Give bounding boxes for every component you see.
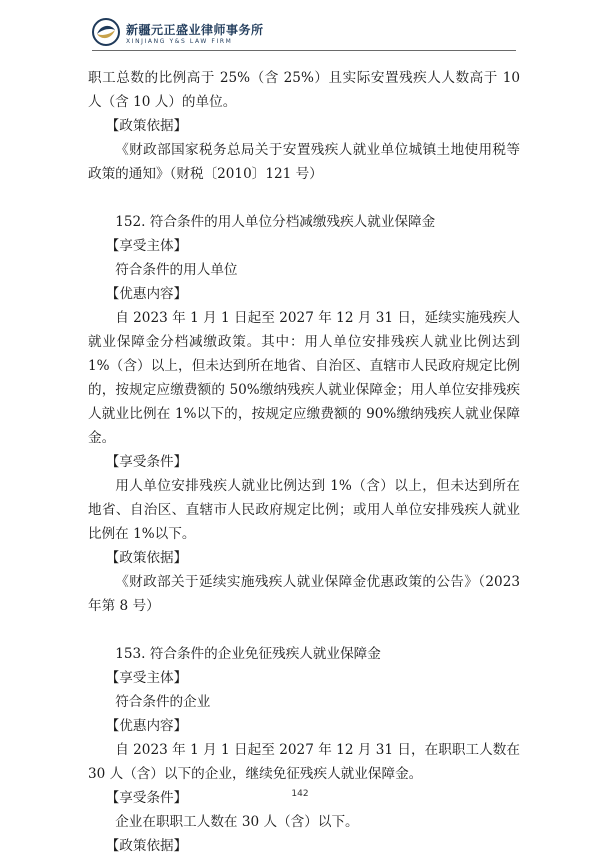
benefit-text: 自 2023 年 1 月 1 日起至 2027 年 12 月 31 日，在职职工人数在 30 人（含）以下的企业，继续免征残疾人就业保障金。 (88, 742, 520, 782)
section-label-policy-basis: 【政策依据】 (105, 118, 188, 134)
spacer (88, 618, 520, 642)
item-heading-153: 153. 符合条件的企业免征残疾人就业保障金 (115, 646, 381, 662)
paragraph-continuation: 职工总数的比例高于 25%（含 25%）且实际安置残疾人人数高于 10 人（含 10 人）的单位。 (88, 70, 520, 110)
item-heading-152: 152. 符合条件的用人单位分档减缴残疾人就业保障金 (115, 214, 436, 230)
page-header (92, 18, 512, 58)
section-label-beneficiary: 【享受主体】 (105, 670, 188, 686)
beneficiary-text: 符合条件的用人单位 (115, 262, 238, 278)
section-label-beneficiary: 【享受主体】 (105, 238, 188, 254)
section-label-policy-basis: 【政策依据】 (105, 550, 188, 566)
conditions-text: 用人单位安排残疾人就业比例达到 1%（含）以上，但未达到所在地省、自治区、直辖市人民政府规定比例；或用人单位安排残疾人就业比例在 1%以下。 (88, 478, 520, 542)
section-label-benefit: 【优惠内容】 (105, 718, 188, 734)
benefit-text: 自 2023 年 1 月 1 日起至 2027 年 12 月 31 日，延续实施残疾人就业保障金分档减缴政策。其中：用人单位安排残疾人就业比例达到 1%（含）以上，但未达到所在地省、自治区、直辖市人民政府规定比例的，按规定应缴费额的 50%缴纳残疾人就业保障金；用人单位安排残疾人就业比例在 1%以下的，按规定应缴费额的 90%缴纳残疾人就业保障金。 (88, 310, 520, 446)
page-number: 142 (291, 789, 309, 799)
policy-citation: 《财政部关于延续实施残疾人就业保障金优惠政策的公告》（2023 年第 8 号） (88, 574, 520, 614)
section-label-benefit: 【优惠内容】 (105, 286, 188, 302)
policy-citation: 《财政部国家税务总局关于安置残疾人就业单位城镇土地使用税等政策的通知》（财税〔2010〕121 号） (88, 142, 520, 182)
section-label-policy-basis: 【政策依据】 (105, 838, 188, 854)
firm-name-english: XINJIANG Y&S LAW FIRM (126, 38, 233, 45)
section-label-conditions: 【享受条件】 (105, 454, 188, 470)
spacer (88, 186, 520, 210)
header-divider (92, 50, 516, 51)
firm-name-chinese: 新疆元正盛业律师事务所 (126, 23, 264, 37)
conditions-text: 企业在职职工人数在 30 人（含）以下。 (115, 814, 359, 830)
beneficiary-text: 符合条件的企业 (115, 694, 211, 710)
firm-logo-icon (92, 18, 120, 46)
section-label-conditions: 【享受条件】 (105, 790, 188, 806)
document-body (88, 66, 520, 858)
